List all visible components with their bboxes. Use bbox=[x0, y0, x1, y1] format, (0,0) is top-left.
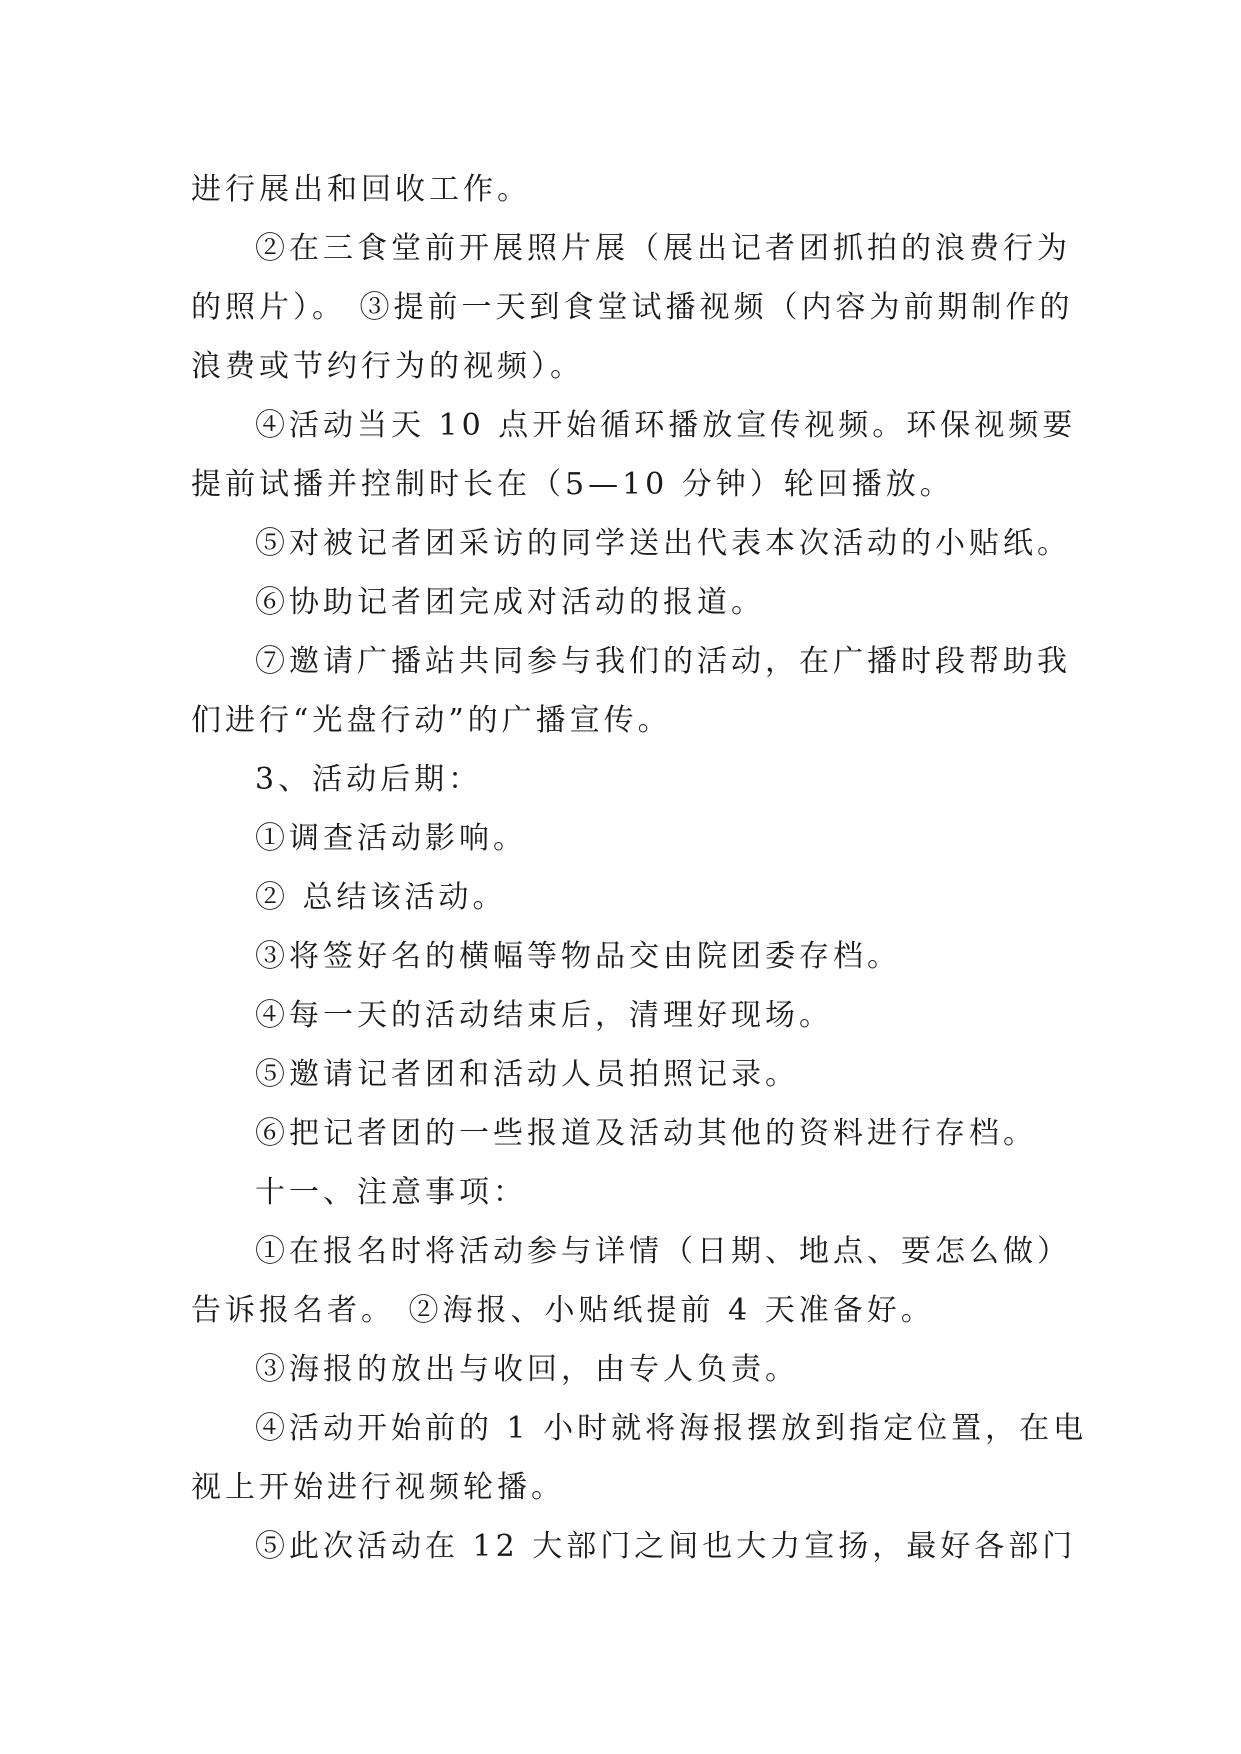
text-line: 浪费或节约行为的视频）。 bbox=[191, 349, 584, 384]
text-line: 告诉报名者。 ②海报、小贴纸提前 4 天准备好。 bbox=[191, 1293, 935, 1328]
text-line: ①调查活动影响。 bbox=[255, 821, 527, 856]
section-heading: 十一、注意事项： bbox=[255, 1175, 527, 1210]
text-line: ④活动开始前的 1 小时就将海报摆放到指定位置，在电 bbox=[255, 1411, 1088, 1446]
text-line: ⑦邀请广播站共同参与我们的活动，在广播时段帮助我 bbox=[255, 644, 1071, 679]
text-line: ⑤此次活动在 12 大部门之间也大力宣扬，最好各部门 bbox=[255, 1529, 1077, 1564]
text-line: ③海报的放出与收回，由专人负责。 bbox=[255, 1352, 799, 1387]
section-heading: 3、活动后期： bbox=[255, 762, 483, 797]
text-line: ④每一天的活动结束后，清理好现场。 bbox=[255, 998, 833, 1033]
text-line: ② 总结该活动。 bbox=[255, 880, 507, 915]
text-line: ②在三食堂前开展照片展（展出记者团抓拍的浪费行为 bbox=[255, 231, 1071, 266]
text-line: ⑤邀请记者团和活动人员拍照记录。 bbox=[255, 1057, 799, 1092]
text-line: ④活动当天 10 点开始循环播放宣传视频。环保视频要 bbox=[255, 408, 1077, 443]
document-body bbox=[191, 160, 1088, 1576]
text-line: 提前试播并控制时长在（5—10 分钟）轮回播放。 bbox=[191, 467, 954, 502]
text-line: 们进行“光盘行动”的广播宣传。 bbox=[191, 703, 672, 738]
text-line: ①在报名时将活动参与详情（日期、地点、要怎么做） bbox=[255, 1234, 1071, 1269]
text-line: ⑥协助记者团完成对活动的报道。 bbox=[255, 585, 765, 620]
text-line: ⑤对被记者团采访的同学送出代表本次活动的小贴纸。 bbox=[255, 526, 1071, 561]
text-line: 进行展出和回收工作。 bbox=[191, 172, 531, 207]
text-line: 视上开始进行视频轮播。 bbox=[191, 1470, 565, 1505]
text-line: ③将签好名的横幅等物品交由院团委存档。 bbox=[255, 939, 901, 974]
text-line: 的照片）。 ③提前一天到食堂试播视频（内容为前期制作的 bbox=[191, 290, 1074, 325]
text-line: ⑥把记者团的一些报道及活动其他的资料进行存档。 bbox=[255, 1116, 1037, 1151]
